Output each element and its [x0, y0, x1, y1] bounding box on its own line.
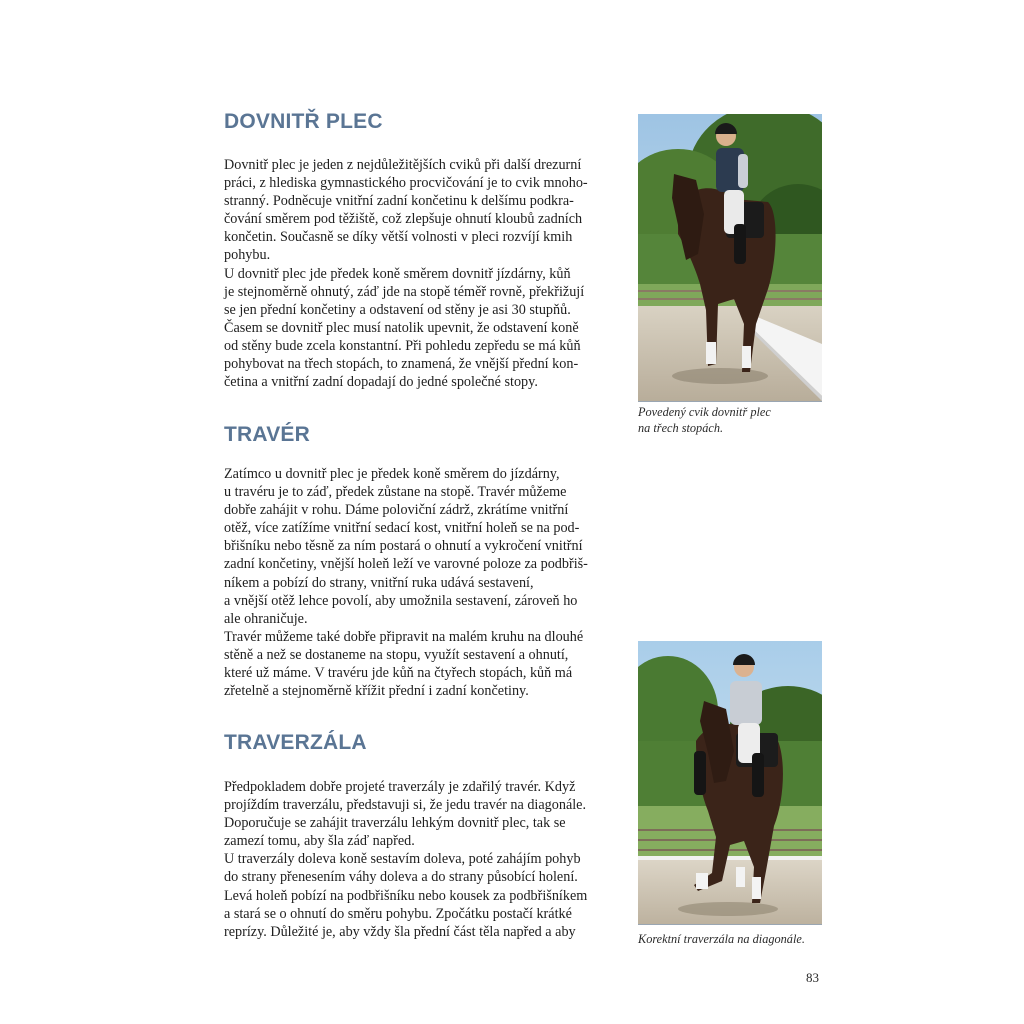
- photo-half-pass: [638, 641, 822, 925]
- text-line: zadní končetiny, vnější holeň leží ve varovné poloze za podbřiš-: [224, 556, 588, 573]
- text-line: čování směrem pod těžiště, což zlepšuje ohnutí kloubů zadních: [224, 211, 583, 228]
- text-line: Doporučuje se zahájit traverzálu lehkým dovnitř plec, tak se: [224, 815, 566, 832]
- text-line: a vnější otěž lehce povolí, aby umožnila sestavení, zároveň ho: [224, 592, 578, 609]
- text-line: četina a vnitřní zadní dopadají do jedné společné stopy.: [224, 374, 538, 391]
- paragraph: [224, 156, 616, 391]
- text-line: Dovnitř plec je jeden z nejdůležitějších cviků při další drezurní: [224, 157, 582, 173]
- horse-rider-photo-1: [638, 114, 822, 401]
- section-text-dovnitr-plec: [224, 156, 616, 391]
- text-line: stranný. Podněcuje vnitřní zadní končetinu k delšímu podkra-: [224, 193, 574, 210]
- paragraph: [224, 778, 616, 941]
- horse-rider-photo-2: [638, 641, 822, 924]
- section-text-traver: [224, 465, 616, 700]
- text-line: a stará se o ohnutí do směru pohybu. Zpočátku postačí krátké: [224, 905, 572, 922]
- photo-caption-1: [638, 405, 838, 436]
- text-line: Levá holeň pobízí na podbřišníku nebo kousek za podbřišníkem: [224, 887, 588, 904]
- text-line: práci, z hlediska gymnastického procvičování je to cvik mnoho-: [224, 175, 588, 192]
- text-line: pohybovat na třech stopách, to znamená, že vnější přední kon-: [224, 356, 579, 373]
- section-heading-traverzala: TRAVERZÁLA: [224, 731, 367, 754]
- caption-line: Povedený cvik dovnitř plec: [638, 405, 771, 419]
- text-line: reprízy. Důležité je, aby vždy šla přední část těla napřed a aby: [224, 923, 576, 940]
- text-line: otěž, více zatížíme vnitřní sedací kost, vnitřní holeň se na pod-: [224, 520, 580, 537]
- text-line: pohybu.: [224, 247, 271, 264]
- text-line: Travér můžeme také dobře připravit na malém kruhu na dlouhé: [224, 628, 584, 645]
- section-text-traverzala: [224, 778, 616, 941]
- page-number: 83: [806, 970, 819, 985]
- text-line: Předpokladem dobře projeté traverzály je zdařilý travér. Když: [224, 779, 576, 795]
- text-line: níkem a pobízí do strany, vnitřní ruka udává sestavení,: [224, 574, 534, 591]
- text-line: je stejnoměrně ohnutý, záď jde na stopě téměř rovně, překřižují: [224, 283, 585, 300]
- text-line: U dovnitř plec jde předek koně směrem dovnitř jízdárny, kůň: [224, 265, 571, 282]
- text-line: se jen přední končetiny a odstavení od stěny je asi 30 stupňů.: [224, 301, 571, 318]
- text-line: projíždím traverzálu, představuji si, že jedu travér na diagonále.: [224, 797, 587, 814]
- text-line: Zatímco u dovnitř plec je předek koně směrem do jízdárny,: [224, 466, 560, 482]
- text-line: břišníku nebo těsně za ním postará o ohnutí a vykročení vnitřní: [224, 538, 583, 555]
- text-line: ale ohraničuje.: [224, 610, 308, 627]
- text-line: U traverzály doleva koně sestavím doleva, poté zahájím pohyb: [224, 851, 581, 868]
- caption-line: na třech stopách.: [638, 420, 724, 435]
- photo-caption-2: [638, 932, 838, 948]
- text-line: zamezí tomu, aby šla záď napřed.: [224, 833, 415, 850]
- text-line: končetin. Současně se díky větší volnosti v pleci rozvíjí kmih: [224, 229, 573, 246]
- section-heading-dovnitr-plec: DOVNITŘ PLEC: [224, 110, 383, 133]
- section-heading-traver: TRAVÉR: [224, 423, 310, 446]
- text-line: Časem se dovnitř plec musí natolik upevnit, že odstavení koně: [224, 319, 579, 336]
- text-line: od stěny bude zcela konstantní. Při pohledu zepředu se má kůň: [224, 337, 581, 354]
- text-line: stěně a než se dostaneme na stopu, využít sestavení a ohnutí,: [224, 646, 569, 663]
- text-line: zřetelně a stejnoměrně křížit přední i zadní končetiny.: [224, 683, 529, 700]
- text-line: u travéru je to záď, předek zůstane na stopě. Travér můžeme: [224, 484, 567, 501]
- text-line: do strany přenesením váhy doleva a do strany působící holení.: [224, 869, 578, 886]
- text-line: které už máme. V travéru jde kůň na čtyřech stopách, kůň má: [224, 665, 573, 682]
- photo-shoulder-in: [638, 114, 822, 402]
- caption-line: Korektní traverzála na diagonále.: [638, 932, 805, 946]
- paragraph: [224, 465, 616, 700]
- text-line: dobře zahájit v rohu. Dáme poloviční zádrž, zkrátíme vnitřní: [224, 502, 569, 519]
